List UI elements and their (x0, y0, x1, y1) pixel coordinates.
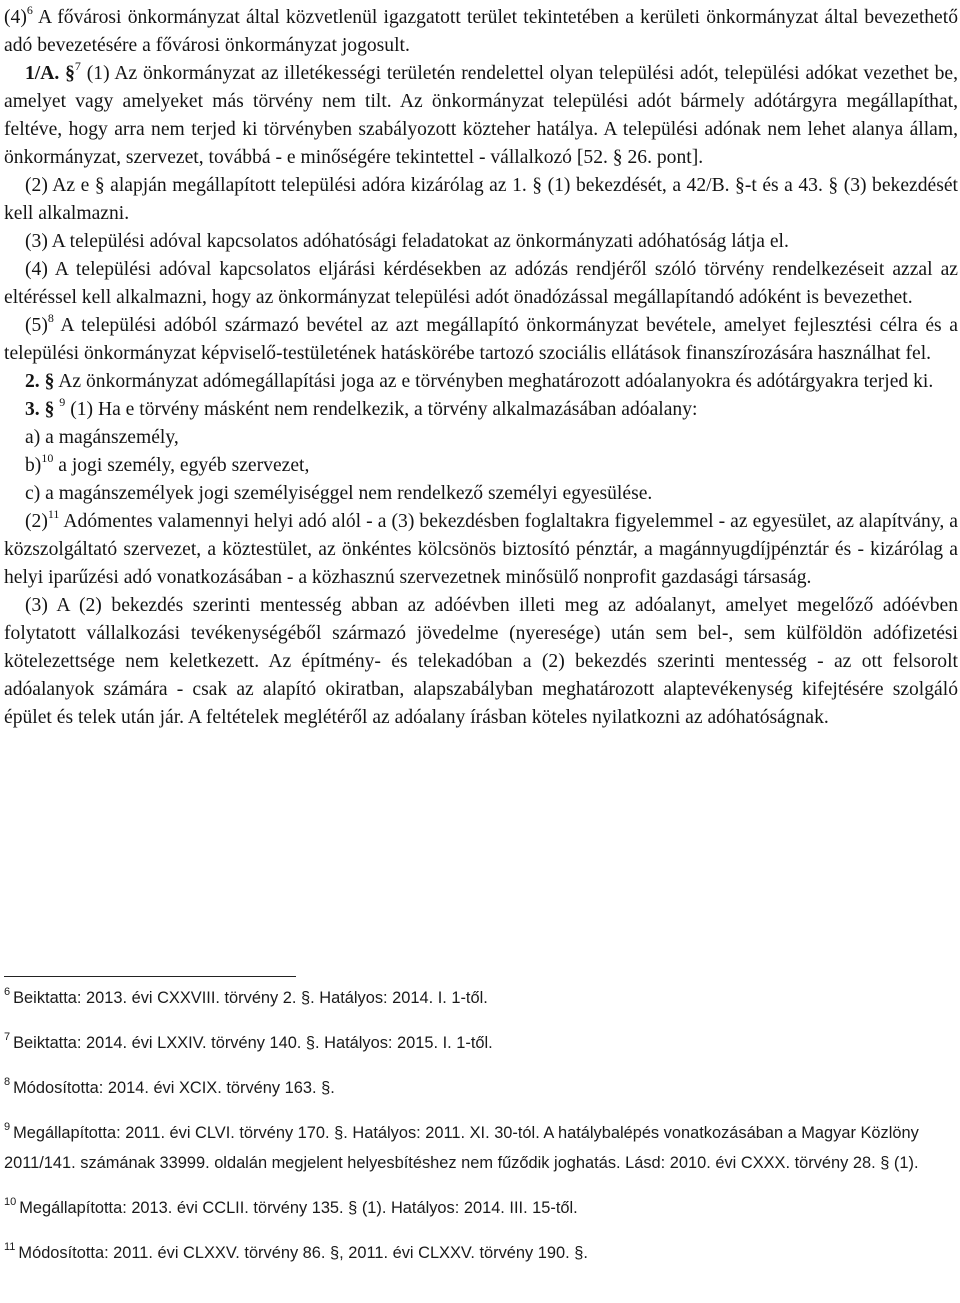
footnote-ref-7[interactable]: 7 (74, 59, 81, 74)
section-3-paragraph-1: 3. § $^9$ (1) Ha e törvény másként nem rendelkezik, a törvény alkalmazásában adóalany: (25, 395, 698, 420)
footnotes (4, 983, 954, 1268)
footnote-ref-9[interactable]: 9 (59, 395, 66, 410)
footnote-ref-8[interactable]: 8 (47, 311, 54, 326)
paragraph-4: $(4)^6$ A fővárosi önkormányzat által közvetlenül igazgatott terület tekintetében a kerületi önkormányzat által bevezethető adó bevezetésére a fővárosi önkormányzat jogosult. (4, 3, 958, 56)
footnote-11: $^{11}$ Módosította: 2011. évi CLXXV. törvény 86. §, 2011. évi CLXXV. törvény 190. §. (4, 1240, 588, 1262)
section-3-paragraph-3: (3) A (2) bekezdés szerinti mentesség abban az adóévben illeti meg az adóalanyt, amelyet megelőző adóévben folytatott vállalkozási tevékenységéből származó jövedelme (nyeresége) után sem bel-, sem külföldön adófizetési kötelezettsége nem keletkezett. Az építmény- és telekadóban a (2) bekezdés szerinti mentesség - az ott felsorolt adóalanyok számára - csak az alapító okiratban, alapszabályban meghatározott alaptevékenység kifejtésére szolgáló épület és telek után jár. A feltételek meglétéről az adóalany írásban köteles nyilatkozni az adóhatóságnak. (4, 595, 958, 728)
section-2: 2. § Az önkormányzat adómegállapítási joga az e törvényben meghatározott adóalanyokra és adótárgyakra terjed ki. (25, 371, 934, 392)
list-item-a: a) a magánszemély, (25, 427, 179, 448)
footnote-7: $^7$ Beiktatta: 2014. évi LXXIV. törvény 140. §. Hatályos: 2015. I. 1-től. (4, 1030, 493, 1052)
section-1a-paragraph-2: (2) Az e § alapján megállapított települési adóra kizárólag az 1. § (1) bekezdését, a 42/B. §-t és a 43. § (3) bekezdését kell alkalmazni. (4, 175, 958, 224)
footnote-divider (4, 976, 296, 977)
document-body (4, 4, 958, 732)
section-1a-paragraph-3: (3) A települési adóval kapcsolatos adóhatósági feladatokat az önkormányzati adóhatóság látja el. (25, 231, 789, 252)
section-1a-paragraph-4: (4) A települési adóval kapcsolatos eljárási kérdésekben az adózás rendjéről szóló törvény rendelkezéseit azzal az eltéréssel kell alkalmazni, hogy az önkormányzat települési adót önadózással megállapítandó adóként is bevezethet. (4, 259, 958, 308)
section-1a-paragraph-5: $(5)^8$ A települési adóból származó bevétel az azt megállapító önkormányzat bevétele, amelyet fejlesztési célra és a települési önkormányzat képviselő-testületének hatáskörébe tartozó szociális ellátások finanszírozására használhat fel. (4, 311, 958, 364)
section-2-label: 2. § (25, 371, 55, 392)
section-1a-paragraph-1: 1/A. §$^7$ (1) Az önkormányzat az illetékességi területén rendelettel olyan települési adót, települési adókat vezethet be, amelyet vagy amelyeket más törvény nem tilt. Az önkormányzat települési adót bármely adótárgyra megállapíthat, feltéve, hogy arra nem terjed ki törvényben szabályozott közteher hatálya. A települési adónak nem lehet alanya állam, önkormányzat, szervezet, továbbá - e minőségére tekintettel - vállalkozó [52. § 26. pont]. (4, 59, 958, 168)
footnote-10: $^{10}$ Megállapította: 2013. évi CCLII. törvény 135. § (1). Hatályos: 2014. III. 15-től. (4, 1195, 578, 1217)
section-3-paragraph-2: $(2)^{11}$ Adómentes valamennyi helyi adó alól - a (3) bekezdésben foglaltakra figyelemmel - az egyesület, az alapítvány, a közszolgáltató szervezet, a köztestület, az önkéntes kölcsönös biztosító pénztár, a magánnyugdíjpénztár és - kizárólag a helyi iparűzési adó vonatkozásában - a közhasznú szervezetnek minősülő nonprofit gazdasági társaság. (4, 507, 958, 588)
footnote-9: $^9$ Megállapította: 2011. évi CLVI. törvény 170. §. Hatályos: 2011. XI. 30-tól. A hatálybalépés vonatkozásában a Magyar Közlöny 2011/141. számának 33999. oldalán megjelent helyesbítéshez nem fűződik joghatás. Lásd: 2010. évi CXXX. törvény 28. § (1). (4, 1120, 919, 1172)
section-3-label: 3. § (25, 399, 55, 420)
footnote-8: $^8$ Módosította: 2014. évi XCIX. törvény 163. §. (4, 1075, 335, 1097)
section-1a-label: 1/A. § (25, 63, 75, 84)
list-item-b: b)$^{10}$ a jogi személy, egyéb szervezet, (25, 451, 310, 476)
footnote-ref-6[interactable]: 6 (26, 3, 33, 18)
list-item-c: c) a magánszemélyek jogi személyiséggel nem rendelkező személyi egyesülése. (25, 483, 653, 504)
footnote-6: $^6$ Beiktatta: 2013. évi CXXVIII. törvény 2. §. Hatályos: 2014. I. 1-től. (4, 985, 488, 1007)
footnote-ref-10[interactable]: 10 (41, 451, 54, 466)
footnote-ref-11[interactable]: 11 (47, 507, 60, 522)
